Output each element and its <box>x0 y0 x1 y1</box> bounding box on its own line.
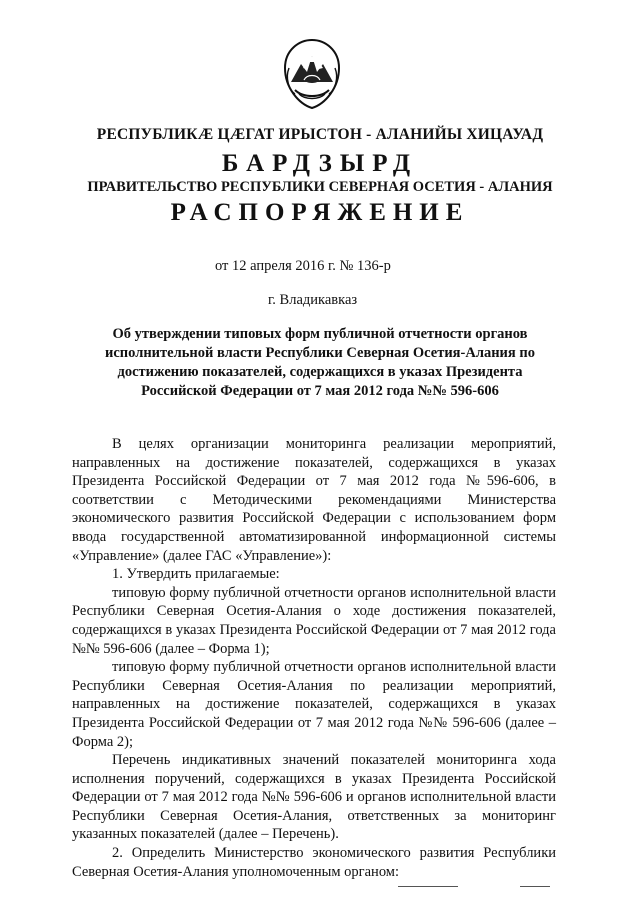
document-body <box>72 435 556 881</box>
header-ossetian-government: РЕСПУБЛИКӔ ЦӔГАТ ИРЫСТОН - АЛАНИЙЫ ХИЦАУАД <box>96 126 544 143</box>
paragraph-preamble: В целях организации мониторинга реализации мероприятий, направленных на достижение показателей, содержащихся в указах Президента Российской Федерации от 7 мая 2012 года №596-606, в соответствии с Методическими рекомендациями Министерства экономического развития Российской Федерации с использованием форм ввода государственной автоматизированной информационной системы «Управление» (далее ГАС «Управление»): <box>72 436 556 564</box>
header-ossetian-order: БАРДЗЫРД <box>221 150 419 177</box>
document-date-number: от 12 апреля 2016 г. № 136-р <box>215 258 391 274</box>
document-type-heading: РАСПОРЯЖЕНИЕ <box>170 199 470 226</box>
coat-of-arms-emblem <box>281 38 343 110</box>
paragraph-item-1: 1. Утвердить прилагаемые: <box>112 566 280 583</box>
document-city: г. Владикавказ <box>268 292 358 308</box>
paragraph-form-2: типовую форму публичной отчетности органов исполнительной власти Республики Северная Осетия-Алания по реализации мероприятий, направленных на достижение показателей, содержащихся в указах Президента Российской Федерации от 7 мая 2012 года №№ 596-606 (далее – Форма 2); <box>72 659 556 750</box>
title-line: исполнительной власти Республики Северная Осетия-Алания по <box>104 345 535 361</box>
page-bottom-rule <box>520 886 550 887</box>
paragraph-list: Перечень индикативных значений показателей мониторинга хода исполнения поручений, содержащихся в указах Президента Российской Федерации от 7 мая 2012 года №№ 596-606 и органов исполнительной власти Республики Северная Осетия-Алания, ответственных за мониторинг указанных показателей (далее – Перечень). <box>72 752 556 843</box>
title-line: Российской Федерации от 7 мая 2012 года №№ 596-606 <box>141 383 499 399</box>
paragraph-item-2: 2. Определить Министерство экономического развития Республики Северная Осетия-Алания уполномоченным органом: <box>72 845 556 880</box>
page-bottom-rule <box>398 886 458 887</box>
paragraph-form-1: типовую форму публичной отчетности органов исполнительной власти Республики Северная Осетия-Алания о ходе достижения показателей, содержащихся в указах Президента Российской Федерации от 7 мая 2012 года №№ 596-606 (далее – Форма 1); <box>72 584 556 657</box>
header-government-name: ПРАВИТЕЛЬСТВО РЕСПУБЛИКИ СЕВЕРНАЯ ОСЕТИЯ - АЛАНИЯ <box>87 179 553 195</box>
document-title <box>100 325 540 401</box>
title-line: достижению показателей, содержащихся в указах Президента <box>117 364 523 380</box>
title-line: Об утверждении типовых форм публичной отчетности органов <box>112 326 528 342</box>
